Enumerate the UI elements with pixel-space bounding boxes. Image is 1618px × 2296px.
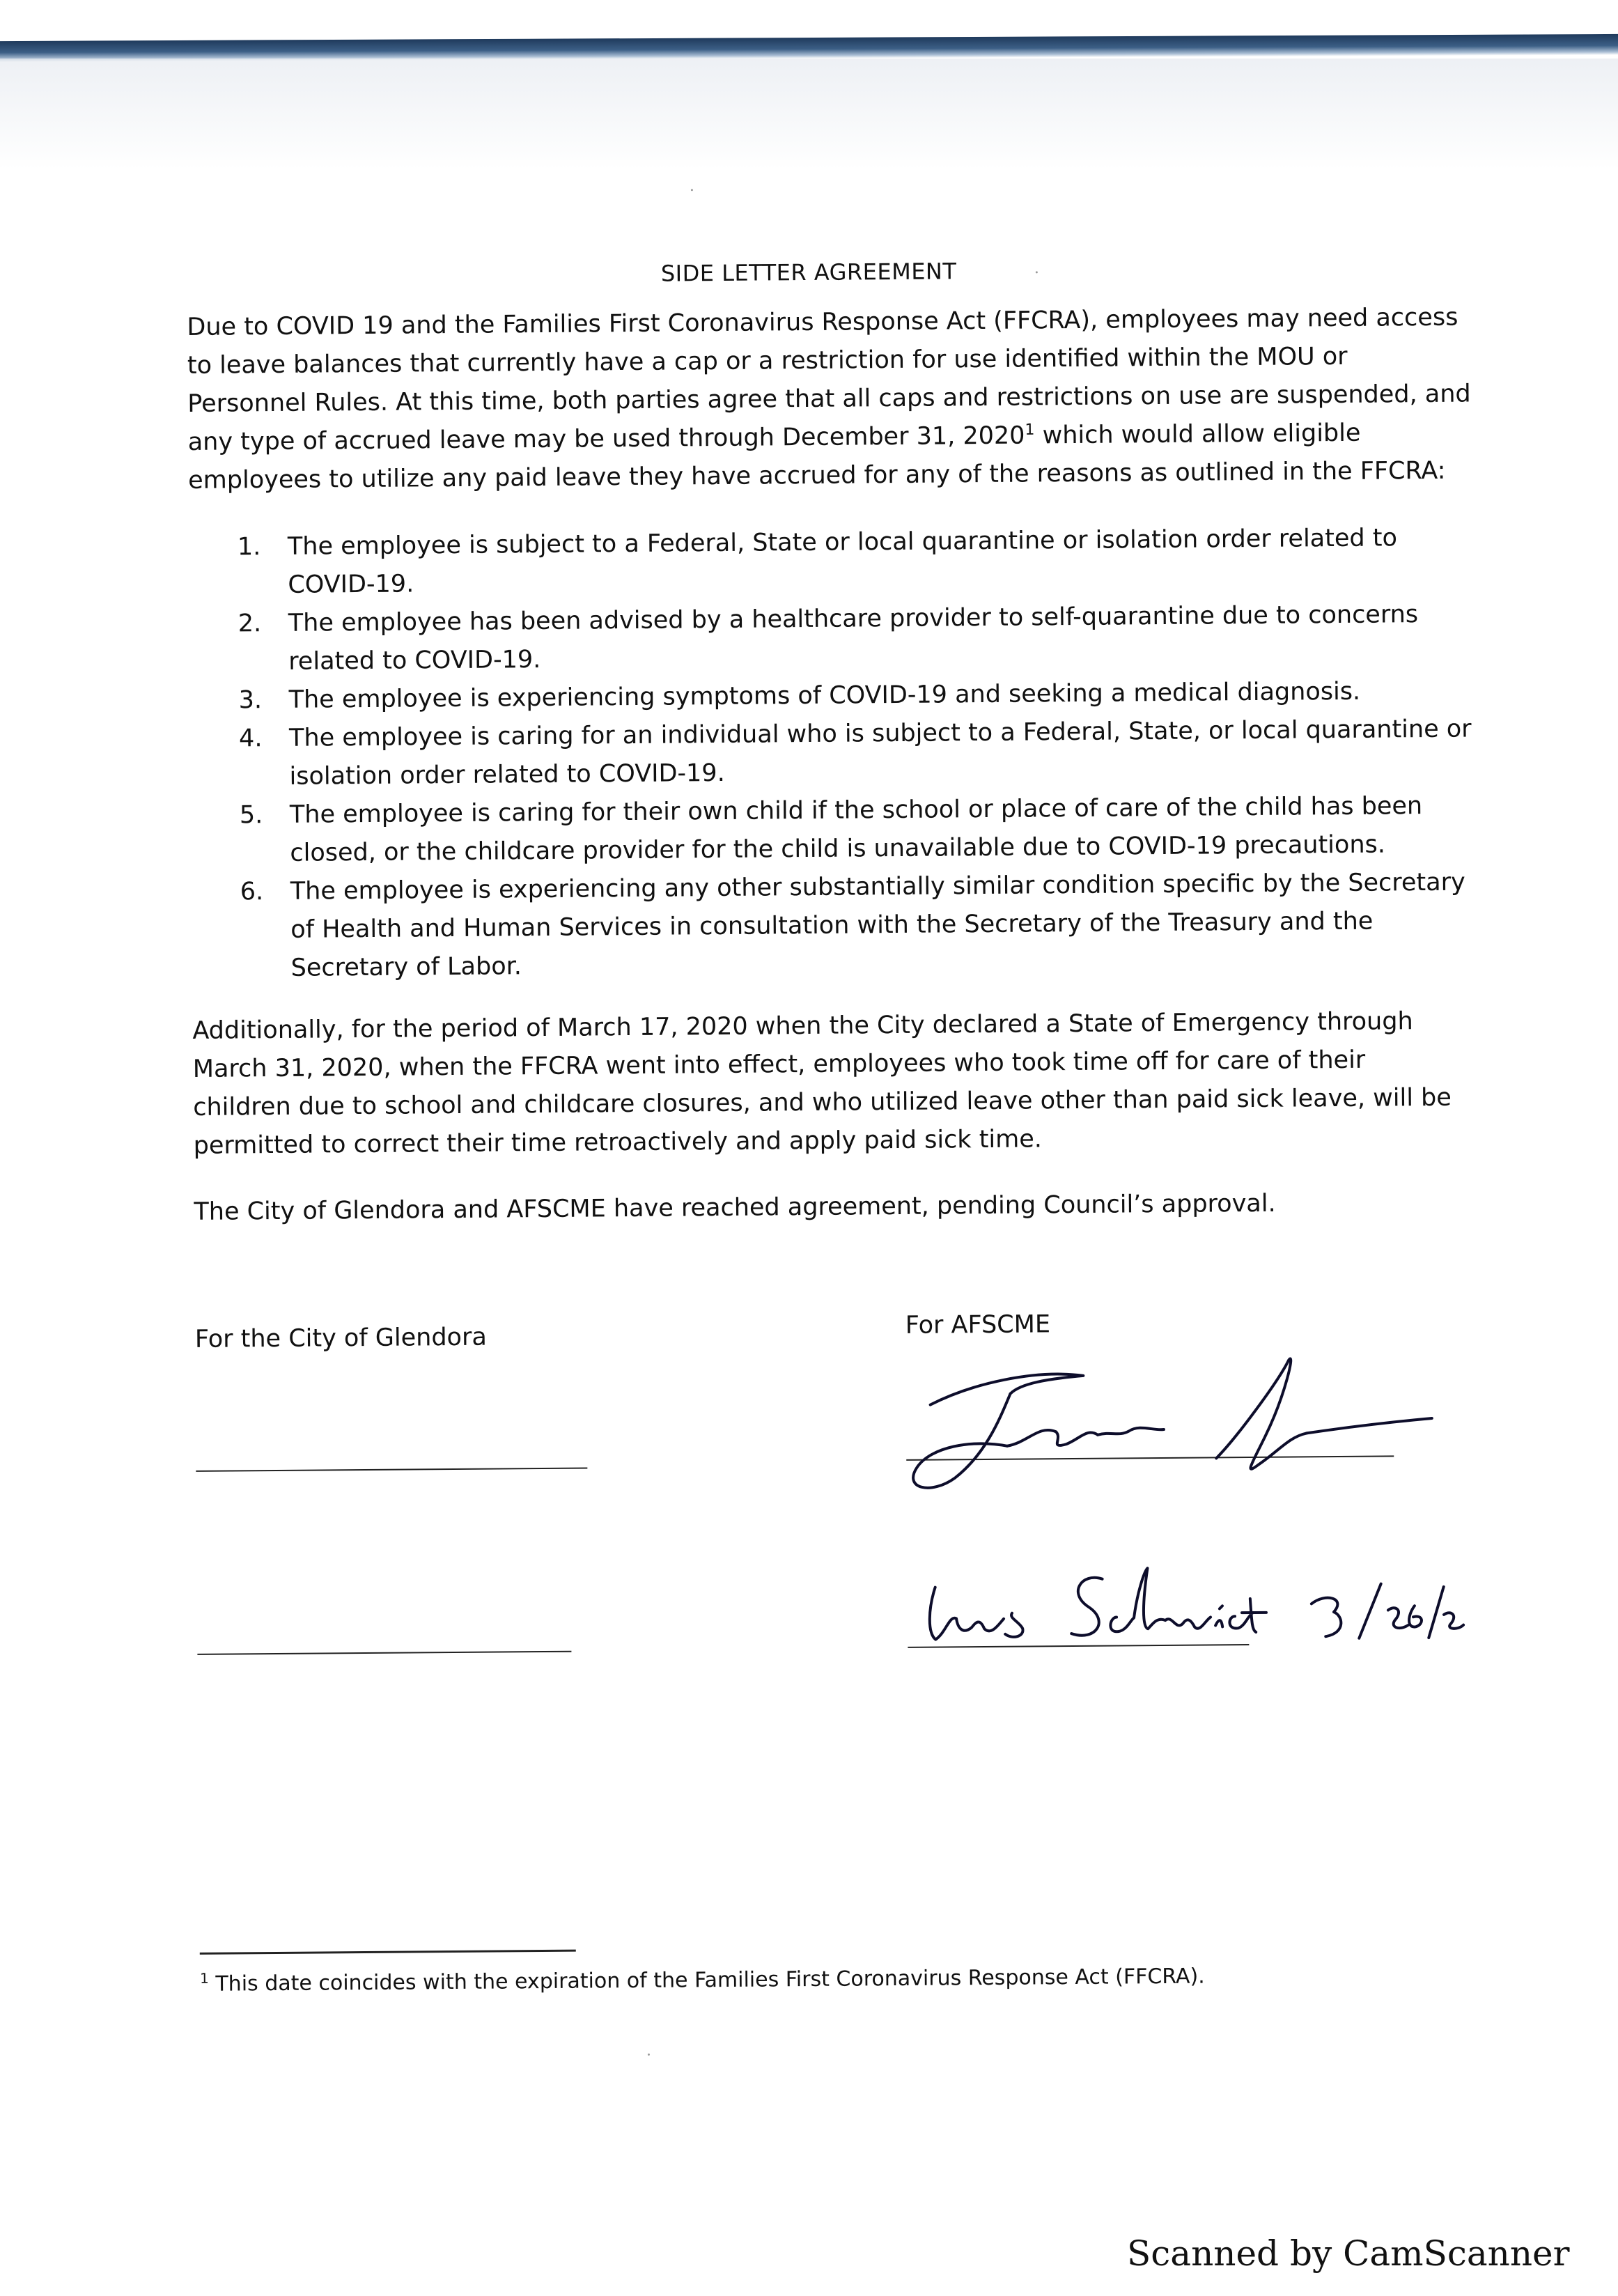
list-item [238,711,1472,797]
list-number: 5. [239,801,263,830]
camscanner-watermark: Scanned by CamScanner [1127,2233,1570,2274]
list-number: 1. [237,533,261,561]
list-item-line: The employee is experiencing symptoms of COVID-19 and seeking a medical diagnosis. [288,677,1361,714]
footnote-text: This date coincides with the expiration of the Families First Coronavirus Response Act (FFCRA). [208,1964,1205,1996]
list-item-line: The employee is caring for an individual who is subject to a Federal, State, or local quarantine or [288,715,1472,752]
list-item [240,787,1438,874]
footnote [200,1964,1205,1996]
additional-line: March 31, 2020, when the FFCRA went into effect, employees who took time off for care of their [192,1046,1366,1083]
intro-line: Due to COVID 19 and the Families First Coronavirus Response Act (FFCRA), employees may need access [187,303,1458,341]
list-number: 3. [238,686,263,715]
list-item-line: The employee has been advised by a healthcare provider to self-quarantine due to concerns [288,600,1419,637]
footnote-reference: 1 [1025,421,1035,439]
intro-line: Personnel Rules. At this time, both parties agree that all caps and restrictions on use are suspended, and [187,380,1471,418]
intro-line: employees to utilize any paid leave they have accrued for any of the reasons as outlined in the FFCRA: [188,456,1446,495]
scan-speck [1036,271,1038,273]
intro-line-text: any type of accrued leave may be used through December 31, 2020 [187,421,1025,456]
agreement-paragraph [194,1184,1447,1232]
list-item-line: The employee is subject to a Federal, State or local quarantine or isolation order related to [287,524,1398,561]
scan-speck [648,2054,650,2056]
list-item [238,519,1436,605]
additional-line: Additionally, for the period of March 17, 2020 when the City declared a State of Emergency through [192,1007,1413,1045]
afscme-signature-label: For AFSCME [905,1310,1051,1340]
agreement-line: The City of Glendora and AFSCME have reached agreement, pending Council’s approval. [194,1189,1276,1226]
list-item-line: of Health and Human Services in consultation with the Secretary of the Treasury and the [290,907,1374,944]
intro-paragraph [187,299,1471,500]
list-number: 2. [238,610,262,638]
list-item-line: The employee is caring for their own child if the school or place of care of the child has been [289,792,1423,829]
list-item-line: The employee is experiencing any other substantially similar condition specific by the Secretary [290,868,1465,906]
footnote-divider [200,1950,576,1955]
list-item-line: closed, or the childcare provider for the child is unavailable due to COVID-19 precautions. [290,830,1386,867]
afscme-handwritten-name-date [907,1549,1465,1657]
intro-line-tail: which would allow eligible [1034,419,1361,450]
additional-paragraph [192,1002,1452,1165]
list-item [238,596,1437,682]
list-item [240,864,1465,988]
city-signature-label: For the City of Glendora [194,1323,488,1353]
list-item-line: isolation order related to COVID-19. [289,759,725,791]
list-item-line: COVID-19. [288,570,414,599]
document-title: SIDE LETTER AGREEMENT [660,258,957,287]
intro-line: to leave balances that currently have a cap or a restriction for use identified within the MOU or [187,342,1348,380]
city-signature-line-1 [196,1468,587,1472]
additional-line: permitted to correct their time retroactively and apply paid sick time. [193,1125,1043,1160]
list-item-line: related to COVID-19. [288,646,541,676]
additional-line: children due to school and childcare closures, and who utilized leave other than paid sick leave, will be [193,1083,1452,1122]
city-signature-line-2 [197,1651,571,1655]
afscme-signature-scribble [888,1352,1440,1496]
list-number: 6. [240,878,264,906]
list-number: 4. [238,724,263,753]
list-item-line: Secretary of Labor. [290,952,522,982]
scan-speck [691,189,693,191]
reasons-list [237,519,1472,988]
footnote-marker: 1 [199,1969,209,1987]
